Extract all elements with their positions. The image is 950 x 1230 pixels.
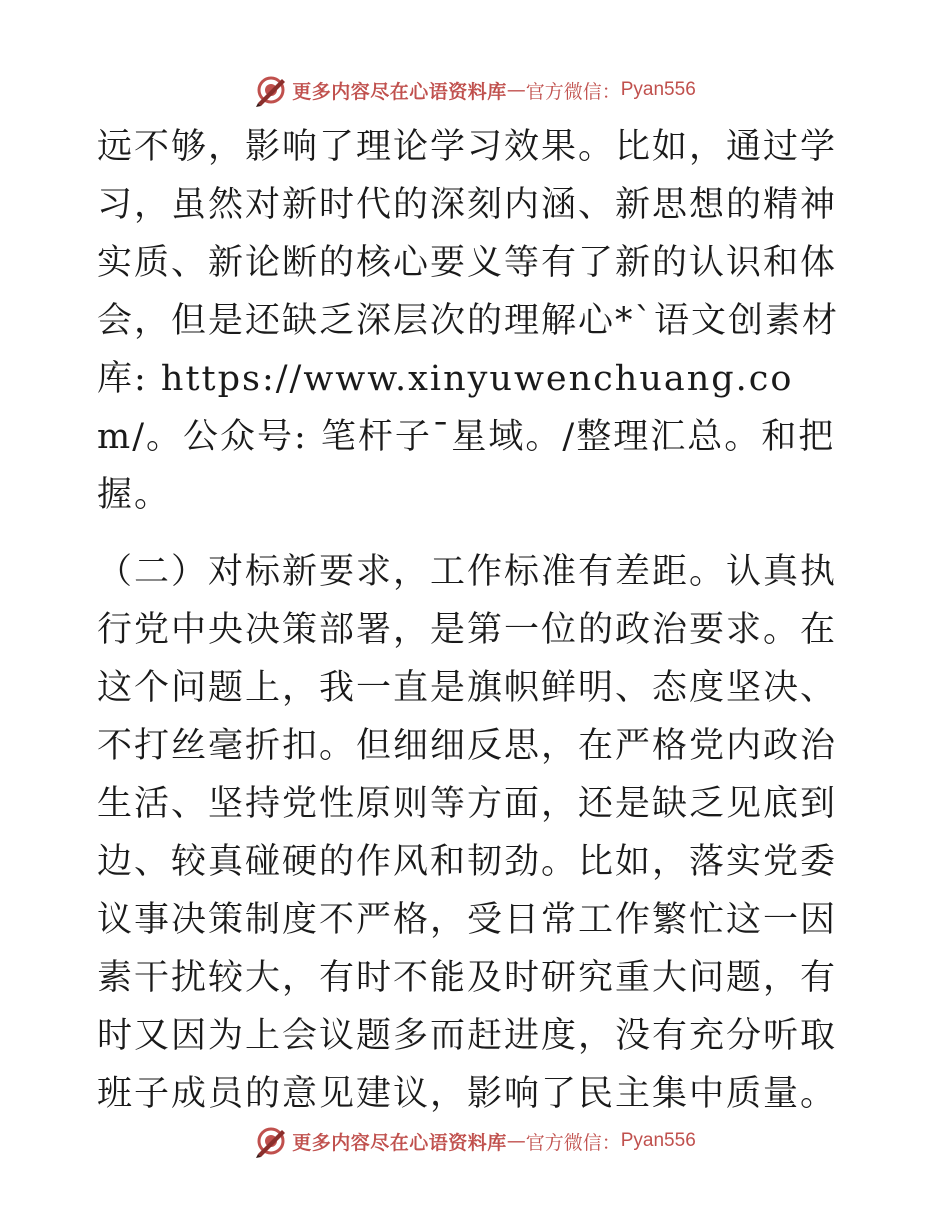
footer-banner-main-text: 更多内容尽在心语资料库: [292, 1131, 507, 1154]
header-banner: [0, 70, 950, 110]
pen-circle-logo-icon: [254, 1124, 288, 1158]
banner-dash: —: [506, 79, 526, 101]
banner-wechat-label: 官方微信：: [525, 80, 621, 103]
document-body: [97, 118, 857, 1123]
footer-banner-dash: —: [506, 1130, 526, 1152]
paragraph-2: （二）对标新要求，工作标准有差距。认真执行党中央决策部署，是第一位的政治要求。在这个问题上，我一直是旗帜鲜明、态度坚决、不打丝毫折扣。但细细反思，在严格党内政治生活、坚持党性原则等方面，还是缺乏见底到边、较真碰硬的作风和韧劲。比如，落实党委议事决策制度不严格，受日常工作繁忙这一因素干扰较大，有时不能及时研究重大问题，有时又因为上会议题多而赶进度，没有充分听取班子成员的意见建议，影响了民主集中质量。: [97, 552, 838, 1114]
footer-banner-wechat-id: Pyan556: [620, 1130, 696, 1151]
paragraph-1: 远不够，影响了理论学习效果。比如，通过学习，虽然对新时代的深刻内涵、新思想的精神实质、新论断的核心要义等有了新的认识和体会，但是还缺乏深层次的理解心*`语文创素材库: https://www.xinyuwenchuang.com/。公众号: 笔杆子¯星域。/整理汇总。和把握。: [97, 127, 840, 515]
banner-main-text: 更多内容尽在心语资料库: [292, 80, 507, 103]
footer-banner: [0, 1121, 950, 1161]
footer-banner-wechat-label: 官方微信：: [525, 1131, 621, 1154]
pen-circle-logo-icon: [254, 73, 288, 107]
banner-wechat-id: Pyan556: [620, 79, 696, 100]
